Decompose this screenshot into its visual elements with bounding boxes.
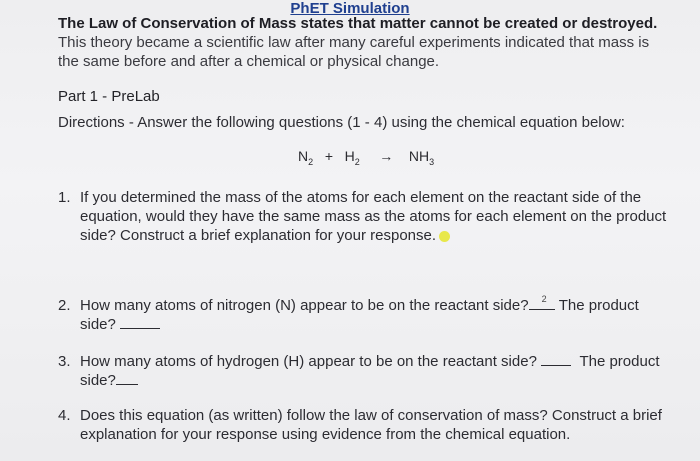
intro-bold-statement: The Law of Conservation of Mass states that matter cannot be created or destroyed. <box>58 15 658 32</box>
question-number: 3. <box>58 353 71 370</box>
question-number: 2. <box>58 297 71 314</box>
answer-blank-product[interactable] <box>120 315 160 329</box>
answer-blank-reactant[interactable] <box>541 352 571 366</box>
directions-text: Directions - Answer the following questions (1 - 4) using the chemical equation below: <box>58 114 625 131</box>
reactant-n2: $N_2$ <box>298 148 314 167</box>
question-text: How many atoms of nitrogen (N) appear to be on the reactant side? 2 The product side? <box>80 296 668 334</box>
question-number: 1. <box>58 189 71 206</box>
handwritten-answer: 2 <box>541 294 547 304</box>
part-heading: Part 1 - PreLab <box>58 88 160 105</box>
reaction-arrow-icon: → <box>379 148 394 164</box>
intro-rest: This theory became a scientific law after many careful experiments indicated that mass is the same before and after a chemical or physical change. <box>58 34 650 70</box>
question-text: How many atoms of hydrogen (H) appear to be on the reactant side? The product side? <box>80 353 660 389</box>
question-number: 4. <box>58 407 71 424</box>
cursor-highlight-dot <box>439 231 450 242</box>
plus-sign: + <box>324 148 333 164</box>
title-text: PhET Simulation <box>290 0 410 17</box>
reactant-h2: $H_2$ <box>344 148 360 167</box>
product-nh3: $NH_3$ <box>408 148 435 167</box>
question-text: If you determined the mass of the atoms for each element on the reactant side of the equation, would they have the same mass as the atoms for each element on the product side? Construct a brief explanation for your response. <box>80 189 667 244</box>
question-text: Does this equation (as written) follow the law of conservation of mass? Construct a brief explanation for your response using evidence from the chemical equation. <box>80 407 662 443</box>
answer-blank-product[interactable] <box>116 371 138 385</box>
answer-blank-reactant[interactable] <box>529 296 555 310</box>
chemical-equation <box>298 148 434 167</box>
intro-paragraph <box>58 14 658 71</box>
